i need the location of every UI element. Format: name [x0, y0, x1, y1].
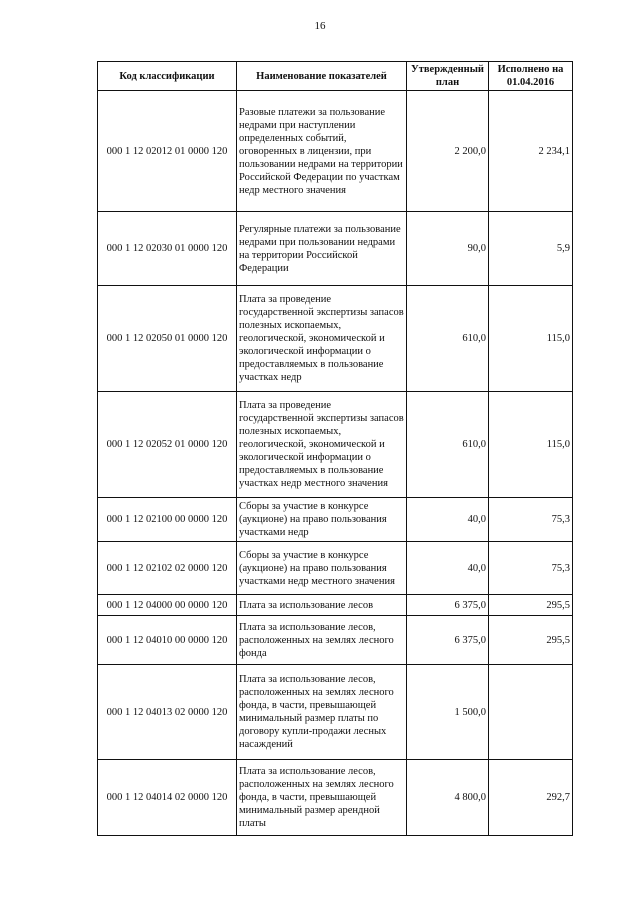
indicator-name: Плата за использование лесов	[237, 595, 407, 616]
classification-code: 000 1 12 04010 00 0000 120	[98, 616, 237, 665]
approved-plan: 610,0	[407, 392, 489, 498]
indicator-name: Плата за использование лесов, расположенных на землях лесного фонда	[237, 616, 407, 665]
indicator-name: Плата за проведение государственной экспертизы запасов полезных ископаемых, геологической, экономической и экологической информации о предоставляемых в пользование участках недр местного значения	[237, 392, 407, 498]
indicator-name: Сборы за участие в конкурсе (аукционе) на право пользования участками недр местного значения	[237, 542, 407, 595]
table-row	[98, 212, 573, 286]
table-row	[98, 392, 573, 498]
table-row	[98, 542, 573, 595]
header-code: Код классификации	[98, 62, 237, 91]
indicator-name: Сборы за участие в конкурсе (аукционе) на право пользования участками недр	[237, 498, 407, 542]
table-header	[98, 62, 573, 91]
executed-value: 292,7	[489, 760, 573, 836]
approved-plan: 6 375,0	[407, 595, 489, 616]
approved-plan: 610,0	[407, 286, 489, 392]
table-row	[98, 91, 573, 212]
approved-plan: 1 500,0	[407, 665, 489, 760]
table-row	[98, 665, 573, 760]
table-row	[98, 498, 573, 542]
executed-value: 5,9	[489, 212, 573, 286]
page-number: 16	[314, 20, 326, 32]
table-row	[98, 595, 573, 616]
indicator-name: Плата за проведение государственной экспертизы запасов полезных ископаемых, геологической, экономической и экологической информации о предоставляемых в пользование участках недр	[237, 286, 407, 392]
executed-value: 75,3	[489, 542, 573, 595]
approved-plan: 90,0	[407, 212, 489, 286]
classification-code: 000 1 12 02052 01 0000 120	[98, 392, 237, 498]
classification-code: 000 1 12 02012 01 0000 120	[98, 91, 237, 212]
table-row	[98, 760, 573, 836]
executed-value: 115,0	[489, 286, 573, 392]
executed-value: 295,5	[489, 616, 573, 665]
executed-value: 115,0	[489, 392, 573, 498]
indicator-name: Плата за использование лесов, расположенных на землях лесного фонда, в части, превышающей минимальный размер арендной платы	[237, 760, 407, 836]
approved-plan: 40,0	[407, 542, 489, 595]
indicator-name: Регулярные платежи за пользование недрами при пользовании недрами на территории Российской Федерации	[237, 212, 407, 286]
executed-value: 295,5	[489, 595, 573, 616]
table-body	[98, 91, 573, 836]
indicator-name: Плата за использование лесов, расположенных на землях лесного фонда, в части, превышающей минимальный размер платы по договору купли-продажи лесных насаждений	[237, 665, 407, 760]
header-row	[98, 62, 573, 91]
header-executed: Исполнено на 01.04.2016	[489, 62, 573, 91]
table-row	[98, 286, 573, 392]
classification-code: 000 1 12 04014 02 0000 120	[98, 760, 237, 836]
executed-value: 75,3	[489, 498, 573, 542]
indicator-name: Разовые платежи за пользование недрами при наступлении определенных событий, оговоренных в лицензии, при пользовании недрами на территории Российской Федерации по участкам недр местного значения	[237, 91, 407, 212]
classification-code: 000 1 12 02102 02 0000 120	[98, 542, 237, 595]
table-row	[98, 616, 573, 665]
approved-plan: 6 375,0	[407, 616, 489, 665]
approved-plan: 40,0	[407, 498, 489, 542]
classification-code: 000 1 12 04000 00 0000 120	[98, 595, 237, 616]
classification-code: 000 1 12 02050 01 0000 120	[98, 286, 237, 392]
classification-code: 000 1 12 02030 01 0000 120	[98, 212, 237, 286]
header-name: Наименование показателей	[237, 62, 407, 91]
budget-table	[97, 61, 573, 836]
classification-code: 000 1 12 02100 00 0000 120	[98, 498, 237, 542]
executed-value: 2 234,1	[489, 91, 573, 212]
executed-value	[489, 665, 573, 760]
header-plan: Утвержденный план	[407, 62, 489, 91]
classification-code: 000 1 12 04013 02 0000 120	[98, 665, 237, 760]
approved-plan: 4 800,0	[407, 760, 489, 836]
approved-plan: 2 200,0	[407, 91, 489, 212]
